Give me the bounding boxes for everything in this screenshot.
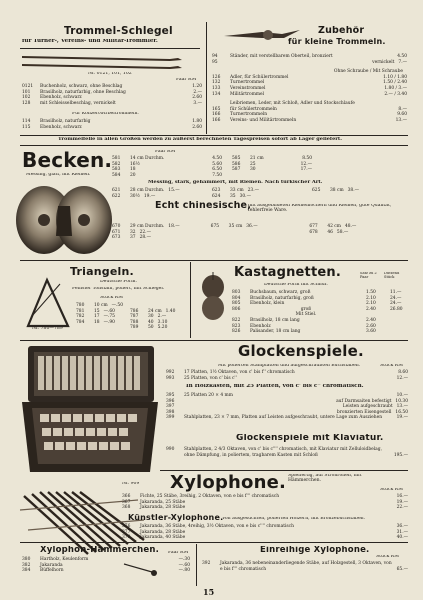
xylophone-price-head: Stück RM bbox=[380, 488, 403, 492]
list-item: 670 29 cm Durchm. 18.— bbox=[112, 224, 180, 229]
glockenspiel-illustration bbox=[20, 344, 160, 484]
list-item bbox=[211, 230, 310, 236]
list-item: 134 Militärtrommel 2.— / 3.40 bbox=[212, 91, 407, 97]
list-item: 780 10 cm —.50 bbox=[76, 303, 123, 308]
list-item: 671 32 22.— bbox=[112, 229, 151, 235]
chinese-cymbals-list bbox=[112, 224, 408, 241]
hammers-price-head: Paar RM bbox=[168, 551, 189, 555]
castanets-illustration bbox=[198, 272, 228, 322]
glockenspiel-box-title: In Holzkästen, mit 25 Platten, von c' bis c'' chromatisch. bbox=[186, 384, 364, 389]
accessories-subtitle: für kleine Trommeln. bbox=[288, 38, 386, 46]
cymbals-title: Becken. bbox=[22, 150, 113, 171]
drum-sticks-illustration bbox=[20, 52, 210, 70]
triangles-price-head: Stück RM bbox=[100, 296, 123, 300]
divider bbox=[20, 135, 408, 136]
xylophone-title: Xylophone. bbox=[170, 474, 287, 493]
hammers-list bbox=[22, 557, 190, 574]
cymbals-subtitle: Messing, glatt, mit Riemen. bbox=[26, 173, 91, 177]
list-item: 993 25 Platten, von c' bis c'' 12.— bbox=[166, 375, 408, 381]
list-item: Mit Stiel. bbox=[295, 312, 317, 318]
list-item: 822 Brasilholz, 18 cm lang 2.40 bbox=[232, 317, 376, 323]
list-item: 583 18 6.50 bbox=[112, 167, 222, 173]
divider bbox=[160, 470, 408, 471]
list-item: 673 37 28.— bbox=[112, 235, 151, 241]
list-item: 396 auf Darmsaiten befestigt 10.30 bbox=[166, 398, 408, 404]
glockenspiel-keyboard-title: Glockenspiele mit Klaviatur. bbox=[236, 434, 384, 443]
accessories-list bbox=[212, 54, 407, 124]
divider bbox=[20, 542, 408, 543]
list-item: 165 für Schülertrommeln 8.— bbox=[212, 106, 407, 112]
list-item: 803 Buchsbaum, schwarz, groß 1.50 11.— bbox=[232, 290, 402, 295]
list-item: 377 Jakaranda, 28 Stäbe 31.— bbox=[122, 529, 408, 535]
triangles-desc: Feinster Tonstahl, poliert, mit Schlegel. bbox=[72, 287, 165, 291]
divider bbox=[20, 145, 408, 146]
art-xylophone-list bbox=[122, 524, 408, 541]
list-item: 587 30 17.— bbox=[232, 167, 312, 173]
drum-sticks-title: Trommel-Schlegel bbox=[64, 26, 173, 37]
list-item: 95 vernickelt 7.— bbox=[212, 59, 407, 65]
glockenspiel-title: Glockenspiele. bbox=[238, 344, 364, 360]
hammers-title: Xylophon-Hämmerchen. bbox=[40, 546, 160, 555]
glockenspiel-box-list bbox=[166, 393, 408, 421]
glockenspiel-keyboard-list bbox=[166, 447, 408, 458]
list-item: 368 Jakaranda, 28 Stäbe 22.— bbox=[122, 505, 408, 511]
list-item: 94 Ständer, mit verstellbarem Oberteil, bronziert 4.50 bbox=[212, 54, 407, 59]
list-item: 677 42 cm 48.— bbox=[309, 224, 357, 229]
accessories-title: Zubehör bbox=[318, 26, 365, 36]
list-item: 128 mit Schleisselbeschlag, vernickelt 3.— bbox=[22, 100, 202, 106]
list-item: 584 20 7.50 bbox=[112, 172, 222, 178]
list-item: 102 Ebenholz, schwarz 2.60 bbox=[22, 95, 202, 101]
list-item: 624 35 30.— bbox=[212, 193, 251, 199]
art-xylophone-title: Künstler-Xylophone. bbox=[128, 514, 224, 522]
list-item: 115 Ebenholz, schwarz 2.60 bbox=[22, 124, 202, 130]
cymbals-price-head: Paar RM bbox=[155, 150, 176, 154]
chinese-cymbals-subtitle: mit ausgebildeten Riemenlöchern und Riemen, gute Qualität, fehlerfreie Ware. bbox=[248, 204, 392, 213]
triangle-illustration bbox=[22, 276, 72, 334]
list-item: 126 Adler, für Schülertrommel 1.10 / 1.80 bbox=[212, 74, 407, 80]
list-item: 395 25 Platten 20 × 4 mm 10.— bbox=[166, 393, 408, 398]
list-item: 384 Büffelhorn —.80 bbox=[22, 568, 190, 574]
drum-sticks-price-head: Paar RM bbox=[176, 78, 197, 82]
castanets-col-pair: Satz zu 2 Paar bbox=[360, 272, 377, 279]
concert-list bbox=[22, 119, 202, 130]
list-item: 806 groß 2.40 26.80 bbox=[232, 306, 403, 312]
list-item: 366 Fichte, 25 Stäbe, 3reihig, 2 Oktaven, von e bis f''' chromatisch 16.— bbox=[122, 494, 408, 499]
xylophone-subtitle: Spielfertig, auf Strohrollen, mit Hämmerchen. bbox=[288, 474, 362, 483]
list-item: 101 Brasilholz, naturfarbig, ohne Beschlag 2.— bbox=[22, 89, 202, 95]
list-item: 392 Jakaranda, 36 nebeneinanderliegende Stäbe, auf Holzgestell, 3 Oktaven, von e bis f''' chromatisch 65.— bbox=[202, 561, 408, 572]
list-item: 621 28 cm Durchm. 15.— bbox=[112, 188, 180, 193]
page-number: 15 bbox=[203, 588, 215, 597]
list-item: 380 Hartholz, Keulenform —.30 bbox=[22, 557, 190, 562]
drum-sticks-list bbox=[22, 84, 202, 106]
list-item: 398 bronzierten Eisengestell 16.50 bbox=[166, 409, 408, 415]
castanets-subtitle: Deutsche Form mit Schnur. bbox=[264, 283, 328, 287]
list-item: 786 24 cm 1.40 bbox=[130, 308, 176, 314]
drum-sticks-subtitle: für Turner-, Vereins- und Militär-Trommler. bbox=[22, 39, 158, 44]
list-item: 823 Ebenholz 2.60 bbox=[232, 323, 376, 329]
list-item: 585 21 cm 8.50 bbox=[232, 156, 312, 161]
xylophone-list bbox=[122, 494, 408, 511]
brass-cymbals-list bbox=[112, 188, 412, 199]
chinese-cymbals-title: Echt chinesische, bbox=[155, 201, 252, 211]
cymbals-list-b bbox=[232, 156, 312, 173]
list-item: 367 Jakaranda, 25 Stäbe 19.— bbox=[122, 499, 408, 505]
triangles-caption: Nr. 780—789 bbox=[32, 327, 63, 331]
list-item: 379 Jakaranda, 40 Stäbe 40.— bbox=[122, 535, 408, 541]
triangles-list bbox=[76, 303, 180, 331]
list-item: Ohne Schraube / Mit Schraube bbox=[333, 69, 403, 75]
list-item: 114 Brasilholz, naturfarbig 1.80 bbox=[22, 119, 202, 124]
divider bbox=[20, 340, 408, 341]
divider bbox=[20, 260, 408, 261]
list-item: 787 30 2.— bbox=[130, 314, 167, 320]
list-item: 782 17 —.75 bbox=[76, 314, 115, 320]
list-item: 788 40 3.10 bbox=[130, 319, 168, 325]
list-item: 166 Turnertrommeln 9.60 bbox=[212, 112, 407, 118]
list-item: 784 18 —.90 bbox=[76, 319, 115, 325]
column-divider bbox=[190, 262, 191, 338]
castanets-title: Kastagnetten. bbox=[234, 266, 341, 280]
list-item: 376 Jakaranda, 36 Stäbe, 4reihig, 3½ Oktaven, von e bis c'''' chromatisch 36.— bbox=[122, 524, 408, 529]
cymbals-illustration bbox=[14, 180, 114, 260]
list-item: 675 35 cm 36.— bbox=[210, 224, 258, 229]
list-item: 623 33 cm 23.— bbox=[212, 188, 259, 193]
glockenspiel-subtitle: Mit polierten Stahlplatten und aufgeschraubten Buchstaben. bbox=[218, 364, 361, 368]
list-item: 992 17 Platten, 1½ Oktaven, von c' bis f'' chromatisch 8.60 bbox=[166, 370, 408, 375]
brass-cymbals-title: Messing, stark, gehämmert, mit Riemen. Nach türkischer Art. bbox=[148, 180, 323, 185]
triangles-title: Triangeln. bbox=[70, 266, 134, 278]
divider bbox=[20, 48, 200, 49]
column-divider bbox=[206, 22, 207, 134]
list-item: 990 Stahlplatten, 2 4/3 Oktaven, von c' bis c'''' chromatisch, mit Klaviatur mit Zelluloidbelag, ohne Dämpfung, in poliertem, tragbarem Kasten mit Schloß 195.— bbox=[166, 447, 408, 458]
list-item: 622 30½ 19.— bbox=[112, 193, 156, 199]
drum-sticks-numbers: Nr. 0121, 101, 102 bbox=[88, 72, 132, 76]
column-divider bbox=[196, 544, 197, 586]
castanets-col-dozen: Dutzend Stück bbox=[384, 272, 400, 279]
list-item: 805 Ebenholz, klein 2.10 24.— bbox=[232, 301, 402, 307]
list-item: 382 Jakaranda —.60 bbox=[22, 562, 190, 568]
list-item: 678 46 58.— bbox=[309, 229, 349, 235]
list-item: 166 Vereins- und Militärtrommeln 13.— bbox=[212, 117, 407, 123]
list-item: 586 25 12.— bbox=[232, 161, 312, 167]
art-xylophone-subtitle: Von ausgesuchten, polierten Hölzern, mit Bronzebuchstaben. bbox=[222, 517, 366, 521]
list-item: 781 15 —.60 bbox=[76, 308, 115, 314]
triangles-subtitle: Deutsche Form. bbox=[100, 280, 137, 284]
single-xylophone-price-head: Stück RM bbox=[376, 555, 399, 559]
hammer-illustration bbox=[122, 560, 162, 580]
list-item: 0121 Buchenholz, schwarz, ohne Beschlag 1.20 bbox=[22, 84, 202, 89]
list-item: 789 50 5.20 bbox=[130, 325, 168, 331]
castanets-list bbox=[232, 290, 408, 335]
glockenspiel-list bbox=[166, 370, 408, 381]
concert-title: Für Konzertwirbeltrommeln. bbox=[72, 112, 139, 116]
glockenspiel-caption: Nr. 909 bbox=[122, 482, 140, 486]
list-item bbox=[76, 325, 126, 331]
list-item: 804 Brasilholz, naturfarbig, groß 2.10 24.— bbox=[232, 295, 402, 301]
single-xylophone-title: Einreihige Xylophone. bbox=[260, 546, 370, 555]
list-item: 399 Stahlplatten, 23 × 7 mm, Platten auf Leisten aufgeschraubt, untere Lage zum Ausziehen 19.— bbox=[166, 415, 408, 421]
single-xylophone-list bbox=[202, 561, 408, 572]
list-item: Leibriemen, Leder, mit Schloß, Adler und Stockschlaufe bbox=[230, 101, 355, 107]
list-item: 582 16½ 5.60 bbox=[112, 161, 222, 167]
cymbals-list-a bbox=[112, 156, 222, 178]
list-item: 133 Vereinstrommel 1.80 / 3.— bbox=[212, 85, 407, 91]
list-item: 625 38 cm 38.— bbox=[312, 188, 359, 193]
glockenspiel-price-head: Stück RM bbox=[380, 364, 403, 368]
drum-skins-note: Trommelfelle in allen Größen werden zu äußerst berechneten Tagespreisen sofort ab Lager geliefert. bbox=[58, 137, 342, 142]
list-item: 581 14 cm Durchm. 4.50 bbox=[112, 156, 222, 161]
list-item: 132 Turnertrommel 1.50 / 2.40 bbox=[212, 80, 407, 86]
list-item: 397 Leisten aufgeschraubt 13.— bbox=[166, 404, 408, 410]
list-item: 826 Palisander, 18 cm lang 3.60 bbox=[232, 329, 376, 335]
